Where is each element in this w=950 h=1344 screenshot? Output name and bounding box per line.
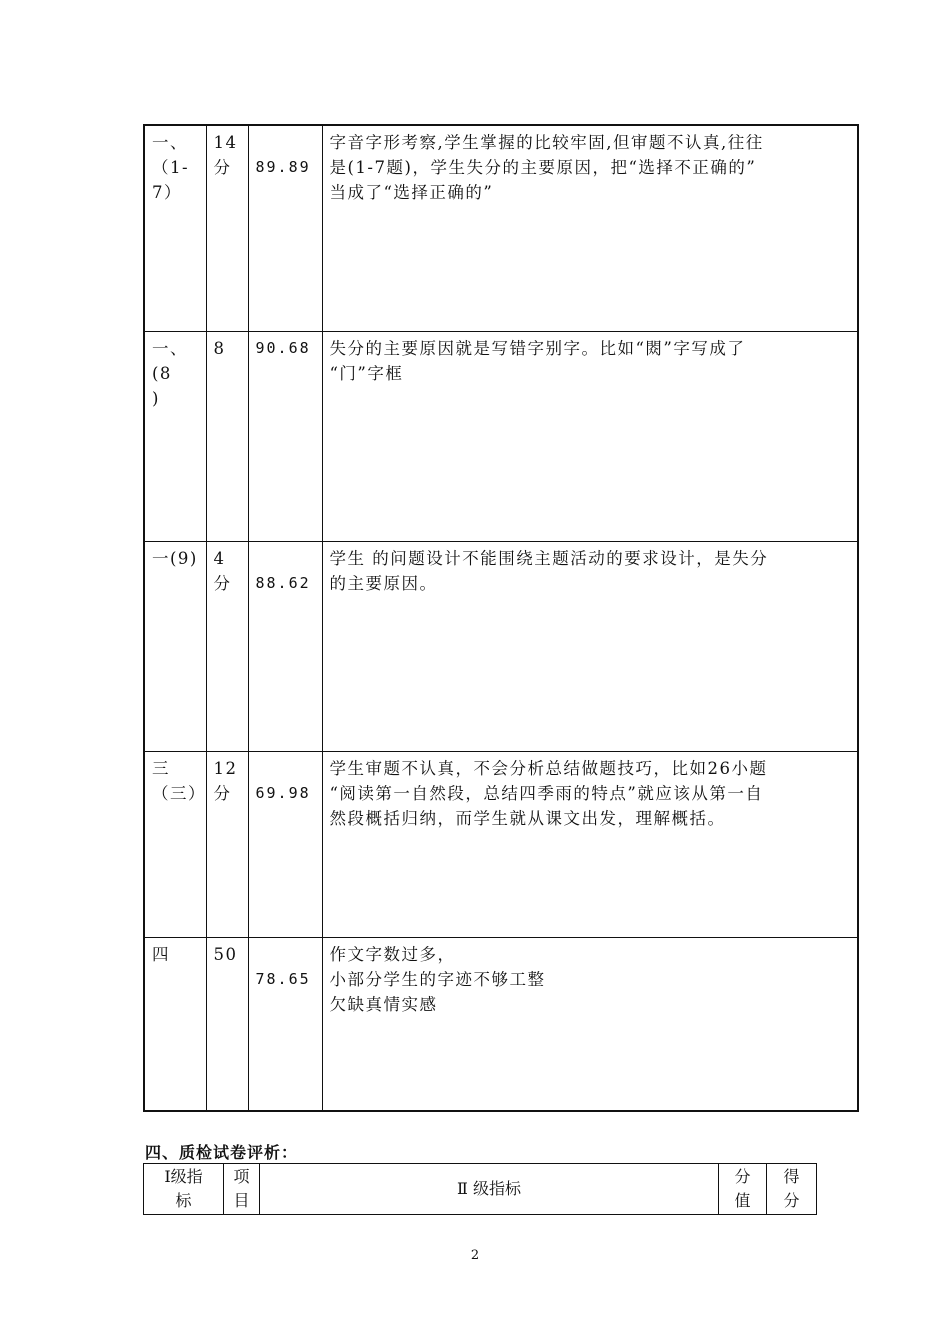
score-rate-value: 90.68 [255, 338, 311, 357]
item-header: 项 目 [224, 1164, 260, 1215]
analysis-text-cell: 作文字数过多， 小部分学生的字迹不够工整 欠缺真情实感 [322, 937, 858, 1111]
score-rate-cell [248, 937, 322, 1111]
got-header: 得 分 [767, 1164, 817, 1215]
score-rate-cell [248, 751, 322, 937]
score-rate-value: 69.98 [255, 783, 311, 802]
score-rate-cell [248, 541, 322, 751]
analysis-text-cell: 学生 的问题设计不能围绕主题活动的要求设计，是失分 的主要原因。 [322, 541, 858, 751]
analysis-text-cell: 失分的主要原因就是写错字别字。比如“閦”字写成了 “门”字框 [322, 331, 858, 541]
level1-header: Ⅰ级指 标 [144, 1164, 224, 1215]
grading-table [143, 1163, 817, 1215]
question-item-cell: 三 （三） [144, 751, 206, 937]
points-cell: 12 分 [206, 751, 248, 937]
analysis-text-cell: 学生审题不认真，不会分析总结做题技巧，比如26小题 “阅读第一自然段，总结四季雨的特点”就应该从第一自 然段概括归纳，而学生就从课文出发，理解概括。 [322, 751, 858, 937]
section-heading: 四、质检试卷评析： [145, 1143, 299, 1162]
analysis-row [144, 937, 858, 1111]
points-cell: 8 [206, 331, 248, 541]
level2-header: Ⅱ 级指标 [260, 1164, 719, 1215]
score-rate-value: 88.62 [255, 573, 311, 592]
question-item-cell: 一、 （1-7） [144, 125, 206, 331]
analysis-row [144, 331, 858, 541]
analysis-row [144, 751, 858, 937]
question-item-cell: 一(9) [144, 541, 206, 751]
score-analysis-table [143, 124, 859, 1112]
points-cell: 4分 [206, 541, 248, 751]
question-item-cell: 一、(8 ) [144, 331, 206, 541]
points-cell: 14 分 [206, 125, 248, 331]
page-number: 2 [470, 1248, 480, 1263]
analysis-row [144, 125, 858, 331]
score-header: 分 值 [719, 1164, 767, 1215]
question-item-cell: 四 [144, 937, 206, 1111]
score-rate-cell [248, 331, 322, 541]
analysis-text-cell: 字音字形考察,学生掌握的比较牢固,但审题不认真,往往 是(1-7题)，学生失分的主要原因，把“选择不正确的” 当成了“选择正确的” [322, 125, 858, 331]
score-rate-value: 78.65 [255, 969, 311, 988]
grading-header-row [144, 1164, 817, 1215]
score-rate-value: 89.89 [255, 158, 311, 176]
analysis-row [144, 541, 858, 751]
points-cell: 50 [206, 937, 248, 1111]
score-rate-cell [248, 125, 322, 331]
